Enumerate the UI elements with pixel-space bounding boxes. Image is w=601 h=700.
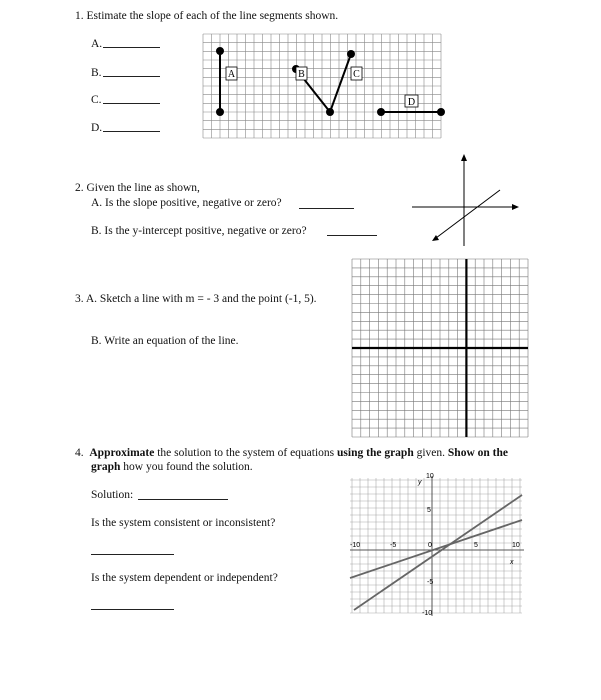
q4-tick-x-neg5: -5: [390, 542, 397, 549]
q4-tick-y-neg10: -10: [422, 610, 433, 617]
q4-tick-y-10: 10: [426, 473, 434, 480]
q4-bold-show: Show on the: [447, 447, 508, 459]
q4-consistent-question: Is the system consistent or inconsistent?: [91, 517, 276, 529]
q4-bold-approximate: Approximate: [89, 447, 155, 459]
q2-intro: 2. Given the line as shown,: [75, 182, 200, 194]
q4-tick-y-5: 5: [427, 507, 431, 514]
q2-part-a: A. Is the slope positive, negative or zero?: [91, 197, 282, 209]
q4-bold-using: using the graph: [337, 447, 414, 459]
q1-label-b: B.: [91, 67, 102, 79]
q2-line-graph: [412, 150, 524, 252]
q3-blank-grid[interactable]: [352, 259, 530, 439]
q1-answer-b[interactable]: [103, 76, 160, 77]
q1-answer-d[interactable]: [103, 131, 160, 132]
q3-part-b: B. Write an equation of the line.: [91, 335, 239, 347]
q4-solution-answer[interactable]: [138, 499, 228, 500]
q2-answer-a[interactable]: [299, 208, 354, 209]
q4-tick-x-neg10: -10: [350, 542, 361, 549]
q1-label-c: C.: [91, 94, 102, 106]
q4-number: 4.: [75, 447, 84, 459]
q4-solution-label: Solution:: [91, 489, 134, 501]
segment-label-c: C: [353, 69, 360, 80]
q1-label-a: A.: [91, 38, 103, 50]
q1-answer-a[interactable]: [103, 47, 160, 48]
q4-axis-y-label: y: [418, 479, 422, 486]
q4-line-2: [354, 495, 522, 610]
q4-bold-graph: graph: [91, 461, 121, 473]
q2-part-b: B. Is the y-intercept positive, negative or zero?: [91, 225, 307, 237]
segment-label-a: A: [227, 69, 236, 80]
q2-given-line: [436, 190, 500, 238]
q1-question: 1. Estimate the slope of each of the line segments shown.: [75, 10, 339, 22]
q4-consistent-answer[interactable]: [91, 554, 174, 555]
q4-prompt-mid: the solution to the system of equations: [154, 447, 338, 459]
q1-label-d: D.: [91, 122, 103, 134]
q4-tick-x-5: 5: [474, 542, 478, 549]
q4-tick-x-10: 10: [512, 542, 520, 549]
q4-axis-x-label: x: [510, 559, 514, 566]
q2-answer-b[interactable]: [327, 235, 377, 236]
q4-tick-y-neg5: -5: [427, 579, 434, 586]
q1-answer-c[interactable]: [103, 103, 160, 104]
q4-system-graph: [350, 470, 528, 618]
q4-prompt-line2-rest: how you found the solution.: [120, 461, 253, 473]
segment-label-d: D: [407, 97, 416, 108]
q4-prompt-line2: [91, 461, 253, 474]
q4-prompt: [75, 447, 508, 460]
q4-dependent-answer[interactable]: [91, 609, 174, 610]
q3-part-a: 3. A. Sketch a line with m = - 3 and the point (-1, 5).: [75, 293, 317, 305]
q4-tick-x-0: 0: [428, 542, 432, 549]
q4-dependent-question: Is the system dependent or independent?: [91, 572, 278, 584]
q1-segments-graph: [203, 34, 443, 142]
q4-prompt-given: given.: [413, 447, 448, 459]
segment-label-b: B: [298, 69, 305, 80]
